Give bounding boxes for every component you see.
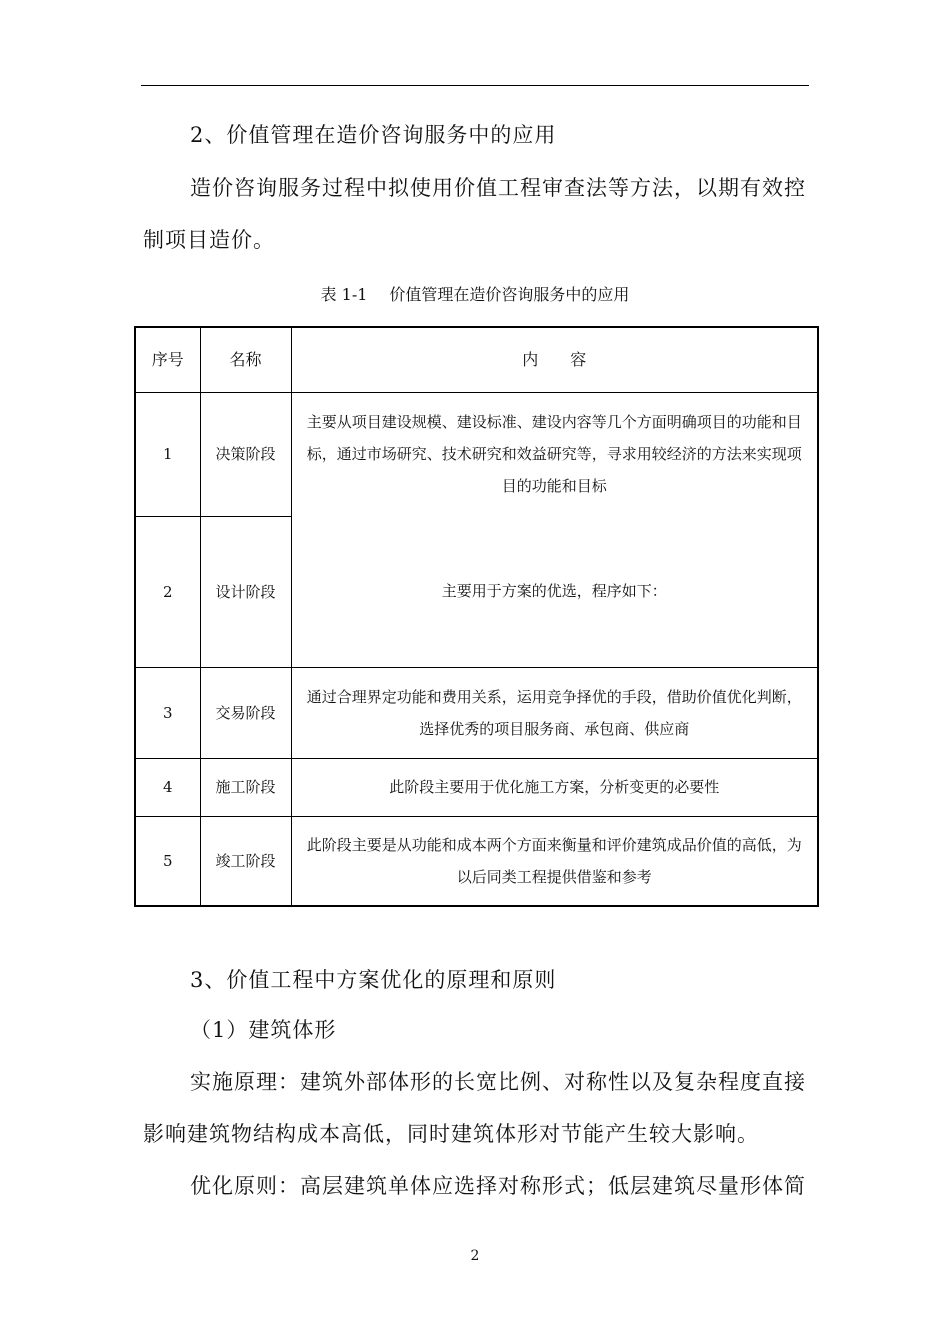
- section-2-heading: 2、价值管理在造价咨询服务中的应用: [190, 123, 557, 147]
- row-stage-name: 交易阶段: [200, 667, 291, 758]
- header-rule: [141, 85, 809, 86]
- row-content: 主要从项目建设规模、建设标准、建设内容等几个方面明确项目的功能和目标，通过市场研究、技术研究和效益研究等，寻求用较经济的方法来实现项目的功能和目标: [291, 392, 818, 516]
- table-row: [135, 816, 818, 906]
- optimization-rule-line-1: 优化原则：高层建筑单体应选择对称形式；低层建筑尽量形体简: [190, 1174, 806, 1198]
- row-stage-name: 施工阶段: [200, 758, 291, 816]
- row-serial: 3: [135, 667, 200, 758]
- section-2-paragraph-line-1: 造价咨询服务过程中拟使用价值工程审查法等方法，以期有效控: [190, 176, 806, 200]
- row-content: 通过合理界定功能和费用关系，运用竞争择优的手段，借助价值优化判断，选择优秀的项目服务商、承包商、供应商: [291, 667, 818, 758]
- table-caption: [0, 284, 950, 306]
- section-3-heading: 3、价值工程中方案优化的原理和原则: [190, 968, 557, 992]
- header-content: 内 容: [291, 327, 818, 392]
- row-content: 主要用于方案的优选，程序如下：: [291, 516, 818, 667]
- header-serial: 序号: [135, 327, 200, 392]
- table-caption-title: 价值管理在造价咨询服务中的应用: [389, 285, 630, 304]
- row-serial: 4: [135, 758, 200, 816]
- table-row: [135, 392, 818, 516]
- table-caption-number: 表 1-1: [320, 285, 368, 304]
- row-serial: 5: [135, 816, 200, 906]
- principle-line-1: 实施原理：建筑外部体形的长宽比例、对称性以及复杂程度直接: [190, 1070, 806, 1094]
- application-table: [134, 326, 819, 907]
- row-stage-name: 决策阶段: [200, 392, 291, 516]
- subsection-building-form: （1）建筑体形: [190, 1018, 337, 1042]
- header-name: 名称: [200, 327, 291, 392]
- row-stage-name: 设计阶段: [200, 516, 291, 667]
- page-number: 2: [470, 1248, 480, 1264]
- table-row: [135, 516, 818, 667]
- row-serial: 2: [135, 516, 200, 667]
- row-content: 此阶段主要是从功能和成本两个方面来衡量和评价建筑成品价值的高低，为以后同类工程提供借鉴和参考: [291, 816, 818, 906]
- section-2-paragraph-line-2: 制项目造价。: [143, 228, 275, 252]
- row-content: 此阶段主要用于优化施工方案，分析变更的必要性: [291, 758, 818, 816]
- row-serial: 1: [135, 392, 200, 516]
- table-header-row: [135, 327, 818, 392]
- row-stage-name: 竣工阶段: [200, 816, 291, 906]
- table-row: [135, 667, 818, 758]
- principle-line-2: 影响建筑物结构成本高低，同时建筑体形对节能产生较大影响。: [143, 1122, 759, 1146]
- table-row: [135, 758, 818, 816]
